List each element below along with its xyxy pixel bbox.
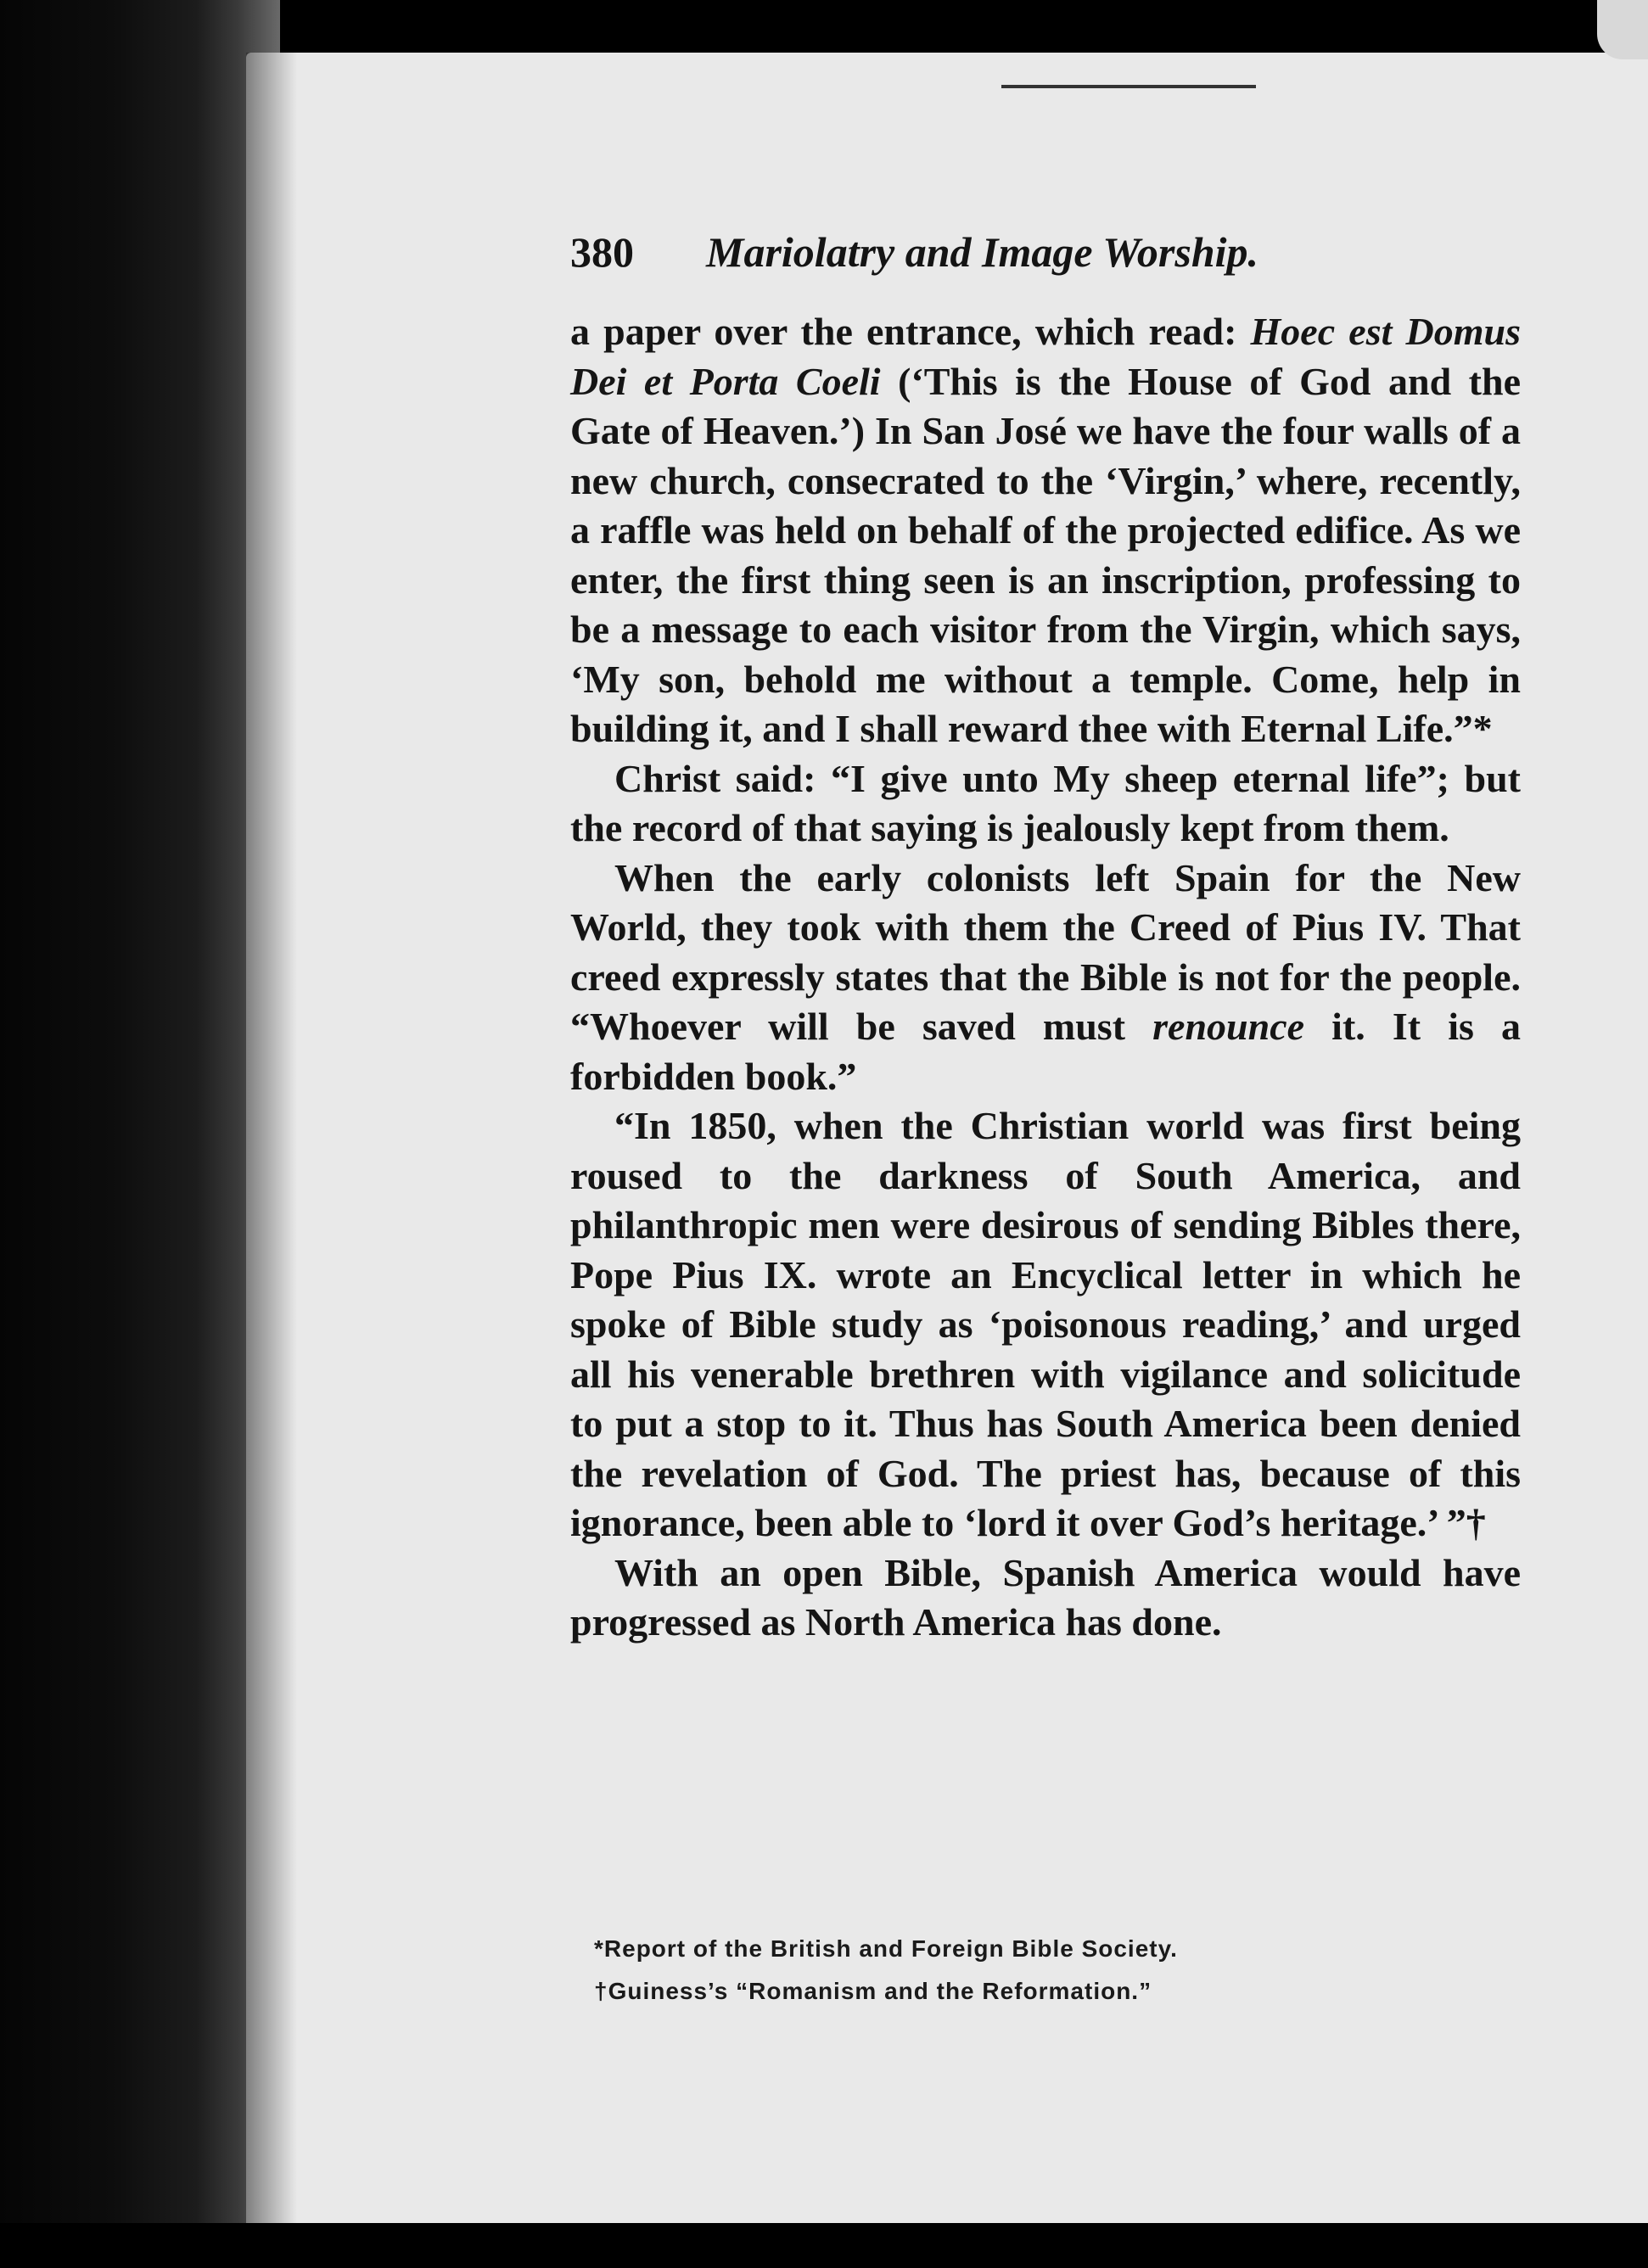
book-spine-shadow [0,0,280,2268]
scan-corner [1597,0,1648,59]
paragraph-1-text-b: (‘This is the House of God and the Gate of Heaven.’) In San José we have the four walls of a new church, consecrated to the ‘Virgin,’ where, recently, a raffle was held on behalf of the projected edifice. As we enter, the first thing seen is an inscription, professing to be a message to each visitor from the Virgin, which says, ‘My son, behold me without a temple. Come, help in building it, and I shall reward thee with Eternal Life.”* [570,359,1521,750]
paragraph-3-text-b: it. It is a forbidden book.” [570,1005,1522,1098]
footnote-1: *Report of the British and Foreign Bible Society. [594,1935,1178,1962]
paragraph-1-text-a: a paper over the entrance, which read: [570,310,1251,353]
paragraph-3 [570,854,1521,1102]
scan-bottom-border [0,2223,1648,2268]
scan-artifact-line [1001,85,1256,88]
paragraph-2: Christ said: “I give unto My sheep eternal life”; but the record of that saying is jealously kept from them. [570,756,1521,849]
running-header [570,227,1521,277]
footnotes [594,1928,1527,2013]
paragraph-5: With an open Bible, Spanish America would have progressed as North America has done. [570,1550,1521,1644]
paragraph-3-text-a: When the early colonists left Spain for the New World, they took with them the Creed of Pius IV. That creed expressly states that the Bible is not for the people. “Whoever will be saved must [570,855,1521,1048]
emphasized-word: renounce [1152,1005,1305,1048]
latin-inscription: Hoec est Domus Dei et Porta Coeli [570,310,1521,403]
paragraph-1 [570,307,1521,754]
footnote-2: †Guiness’s “Romanism and the Reformation.” [594,1978,1152,2004]
paragraph-4: “In 1850, when the Christian world was first being roused to the darkness of South America, and philanthropic men were desirous of sending Bibles there, Pope Pius IX. wrote an Encyclical letter in which he spoke of Bible study as ‘poisonous reading,’ and urged all his venerable brethren with vigilance and solicitude to put a stop to it. Thus has South America been denied the revelation of God. The priest has, because of this ignorance, been able to ‘lord it over God’s heritage.’ ”† [570,1104,1521,1544]
body-text [570,307,1521,1648]
page-number: 380 [570,228,634,276]
running-title: Mariolatry and Image Worship. [706,228,1259,276]
page-gutter-shadow [246,53,297,2225]
